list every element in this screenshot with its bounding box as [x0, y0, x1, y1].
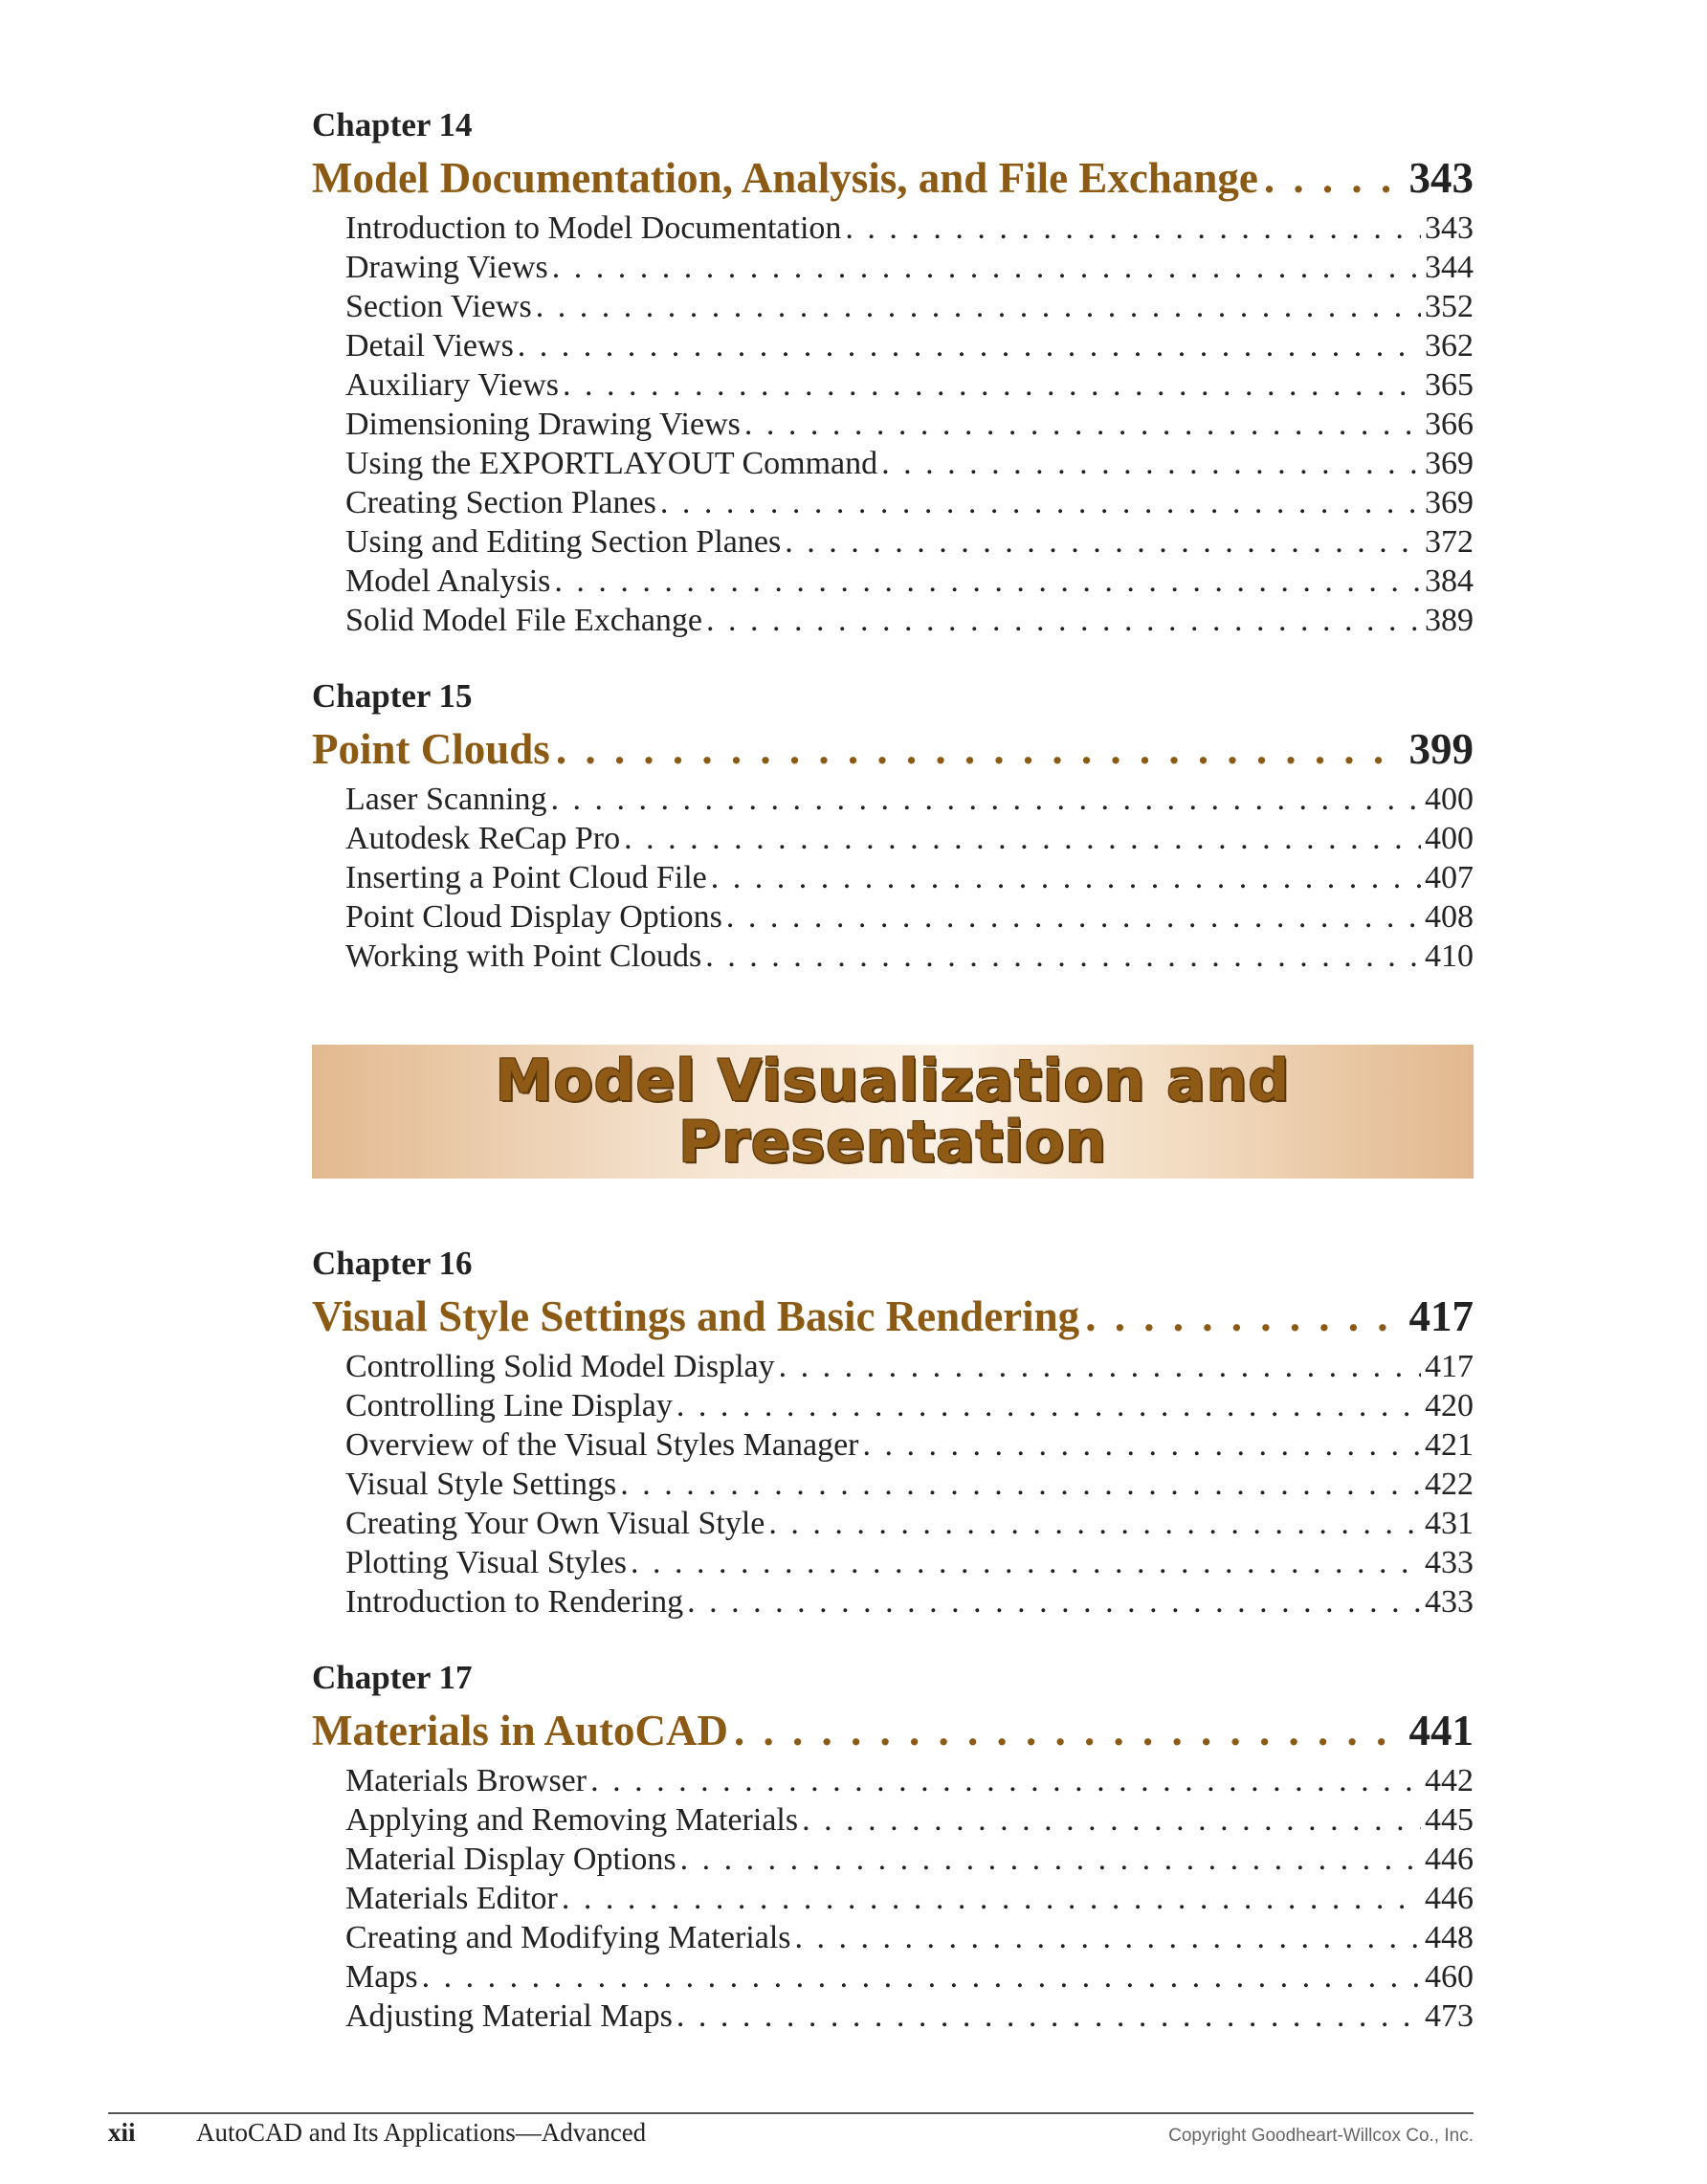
- toc-entry[interactable]: [345, 326, 1474, 365]
- chapter-page: 399: [1408, 725, 1474, 773]
- chapter-title: Visual Style Settings and Basic Rendering: [312, 1292, 1080, 1340]
- dot-leader: [676, 1996, 1421, 2036]
- entry-title: Autodesk ReCap Pro: [345, 821, 621, 856]
- dot-leader: [518, 326, 1421, 365]
- entry-title: Section Views: [345, 289, 532, 324]
- entry-title: Applying and Removing Materials: [345, 1802, 799, 1838]
- dot-leader: [845, 209, 1421, 248]
- toc-entry[interactable]: [345, 1347, 1474, 1386]
- dot-leader: [563, 365, 1421, 405]
- toc-entry[interactable]: [345, 1543, 1474, 1582]
- entry-title: Auxiliary Views: [345, 367, 560, 403]
- entry-title: Solid Model File Exchange: [345, 603, 703, 638]
- entry-page: 400: [1425, 782, 1474, 817]
- toc-entry[interactable]: [345, 1996, 1474, 2036]
- dot-leader: [687, 1582, 1421, 1621]
- entry-page: 369: [1425, 485, 1474, 520]
- entry-page: 362: [1425, 328, 1474, 364]
- chapter-number: Chapter 14: [312, 106, 473, 143]
- dot-leader: [422, 1957, 1421, 1996]
- toc-entry[interactable]: [345, 1425, 1474, 1465]
- entry-page: 407: [1425, 860, 1474, 895]
- dot-leader: [631, 1543, 1421, 1582]
- dot-leader: [734, 1702, 1404, 1759]
- dot-leader: [881, 444, 1421, 483]
- entry-title: Working with Point Clouds: [345, 938, 702, 974]
- entry-title: Model Analysis: [345, 563, 551, 599]
- chapter-15: [312, 674, 1474, 976]
- entry-page: 433: [1425, 1545, 1474, 1580]
- entry-list: [345, 1761, 1474, 2036]
- entry-title: Creating Your Own Visual Style: [345, 1506, 765, 1541]
- dot-leader: [552, 248, 1421, 287]
- chapter-title: Materials in AutoCAD: [312, 1707, 728, 1754]
- dot-leader: [862, 1425, 1421, 1465]
- toc-entry[interactable]: [345, 1840, 1474, 1879]
- toc-entry[interactable]: [345, 1800, 1474, 1840]
- entry-page: 408: [1425, 899, 1474, 935]
- entry-title: Using the EXPORTLAYOUT Command: [345, 446, 878, 481]
- chapter-title: Point Clouds: [312, 725, 550, 773]
- dot-leader: [551, 780, 1421, 819]
- section-title-line-2: Presentation: [678, 1109, 1107, 1176]
- chapter-title-link[interactable]: [312, 149, 1474, 207]
- dot-leader: [556, 720, 1404, 778]
- entry-title: Creating Section Planes: [345, 485, 656, 520]
- toc-entry[interactable]: [345, 1504, 1474, 1543]
- entry-page: 352: [1425, 289, 1474, 324]
- dot-leader: [660, 483, 1421, 522]
- entry-title: Drawing Views: [345, 250, 548, 285]
- dot-leader: [795, 1918, 1421, 1957]
- entry-title: Creating and Modifying Materials: [345, 1920, 791, 1955]
- entry-page: 344: [1425, 250, 1474, 285]
- chapter-14: [312, 103, 1474, 640]
- toc-entry[interactable]: [345, 287, 1474, 326]
- entry-title: Laser Scanning: [345, 782, 547, 817]
- dot-leader: [768, 1504, 1421, 1543]
- chapter-number: Chapter 17: [312, 1659, 473, 1696]
- entry-title: Controlling Line Display: [345, 1388, 673, 1423]
- toc-entry[interactable]: [345, 819, 1474, 858]
- toc-entry[interactable]: [345, 858, 1474, 897]
- chapter-number: Chapter 15: [312, 677, 473, 715]
- entry-page: 446: [1425, 1881, 1474, 1916]
- dot-leader: [802, 1800, 1421, 1840]
- toc-entry[interactable]: [345, 1918, 1474, 1957]
- entry-page: 422: [1425, 1467, 1474, 1502]
- entry-title: Adjusting Material Maps: [345, 1998, 673, 2034]
- entry-page: 431: [1425, 1506, 1474, 1541]
- entry-page: 473: [1425, 1998, 1474, 2034]
- dot-leader: [624, 819, 1421, 858]
- entry-title: Material Display Options: [345, 1842, 676, 1877]
- section-title-line-1: Model Visualization and: [495, 1048, 1291, 1114]
- entry-page: 417: [1425, 1349, 1474, 1384]
- entry-title: Maps: [345, 1959, 418, 1995]
- entry-page: 343: [1425, 210, 1474, 246]
- entry-list: [345, 780, 1474, 976]
- entry-title: Detail Views: [345, 328, 514, 364]
- chapter-page: 441: [1408, 1707, 1474, 1754]
- entry-page: 372: [1425, 524, 1474, 560]
- dot-leader: [680, 1840, 1421, 1879]
- chapter-page: 417: [1408, 1292, 1474, 1340]
- entry-title: Introduction to Model Documentation: [345, 210, 842, 246]
- entry-title: Visual Style Settings: [345, 1467, 617, 1502]
- toc-entry[interactable]: [345, 780, 1474, 819]
- toc-entry[interactable]: [345, 405, 1474, 444]
- dot-leader: [726, 897, 1421, 937]
- entry-list: [345, 209, 1474, 640]
- chapter-title: Model Documentation, Analysis, and File Exchange: [312, 154, 1258, 202]
- toc-entry[interactable]: [345, 1957, 1474, 1996]
- entry-title: Dimensioning Drawing Views: [345, 407, 741, 442]
- copyright: Copyright Goodheart-Willcox Co., Inc.: [1168, 2126, 1474, 2146]
- dot-leader: [705, 937, 1421, 976]
- entry-page: 400: [1425, 821, 1474, 856]
- toc-entry[interactable]: [345, 522, 1474, 562]
- chapter-16: [312, 1242, 1474, 1621]
- toc-entry[interactable]: [345, 601, 1474, 640]
- entry-page: 389: [1425, 603, 1474, 638]
- chapter-number: Chapter 16: [312, 1245, 473, 1282]
- book-title: AutoCAD and Its Applications—Advanced: [196, 2118, 647, 2147]
- page-footer: [108, 2112, 1474, 2148]
- dot-leader: [1264, 149, 1404, 207]
- dot-leader: [711, 858, 1421, 897]
- toc-entry[interactable]: [345, 365, 1474, 405]
- chapter-17: [312, 1656, 1474, 2036]
- chapter-title-link[interactable]: [312, 1702, 1474, 1759]
- entry-page: 433: [1425, 1584, 1474, 1620]
- dot-leader: [1085, 1288, 1403, 1345]
- toc-entry[interactable]: [345, 1879, 1474, 1918]
- entry-title: Inserting a Point Cloud File: [345, 860, 707, 895]
- toc-entry[interactable]: [345, 897, 1474, 937]
- dot-leader: [536, 287, 1421, 326]
- section-banner: [312, 1045, 1474, 1179]
- entry-title: Materials Editor: [345, 1881, 558, 1916]
- toc-entry[interactable]: [345, 1582, 1474, 1621]
- toc-entry[interactable]: [345, 1761, 1474, 1800]
- toc-entry[interactable]: [345, 209, 1474, 248]
- dot-leader: [676, 1386, 1421, 1425]
- entry-page: 410: [1425, 938, 1474, 974]
- toc-entry[interactable]: [345, 444, 1474, 483]
- chapter-title-link[interactable]: [312, 720, 1474, 778]
- entry-page: 421: [1425, 1427, 1474, 1463]
- entry-title: Using and Editing Section Planes: [345, 524, 782, 560]
- dot-leader: [620, 1465, 1421, 1504]
- entry-title: Overview of the Visual Styles Manager: [345, 1427, 859, 1463]
- toc-entry[interactable]: [345, 1465, 1474, 1504]
- entry-title: Introduction to Rendering: [345, 1584, 684, 1620]
- toc-entry[interactable]: [345, 483, 1474, 522]
- entry-title: Point Cloud Display Options: [345, 899, 722, 935]
- entry-page: 446: [1425, 1842, 1474, 1877]
- entry-title: Plotting Visual Styles: [345, 1545, 627, 1580]
- dot-leader: [744, 405, 1421, 444]
- dot-leader: [554, 562, 1421, 601]
- entry-title: Controlling Solid Model Display: [345, 1349, 775, 1384]
- entry-page: 460: [1425, 1959, 1474, 1995]
- toc-entry[interactable]: [345, 1386, 1474, 1425]
- dot-leader: [706, 601, 1421, 640]
- entry-list: [345, 1347, 1474, 1621]
- dot-leader: [785, 522, 1421, 562]
- entry-page: 448: [1425, 1920, 1474, 1955]
- chapter-title-link[interactable]: [312, 1288, 1474, 1345]
- entry-page: 442: [1425, 1763, 1474, 1798]
- page-number: xii: [108, 2118, 136, 2147]
- entry-page: 420: [1425, 1388, 1474, 1423]
- dot-leader: [562, 1879, 1421, 1918]
- entry-page: 365: [1425, 367, 1474, 403]
- entry-page: 384: [1425, 563, 1474, 599]
- section-title: [495, 1048, 1291, 1176]
- toc-entry[interactable]: [345, 248, 1474, 287]
- dot-leader: [779, 1347, 1421, 1386]
- entry-page: 445: [1425, 1802, 1474, 1838]
- entry-page: 366: [1425, 407, 1474, 442]
- chapter-page: 343: [1408, 154, 1474, 202]
- toc-entry[interactable]: [345, 562, 1474, 601]
- toc-entry[interactable]: [345, 937, 1474, 976]
- dot-leader: [590, 1761, 1421, 1800]
- entry-title: Materials Browser: [345, 1763, 587, 1798]
- entry-page: 369: [1425, 446, 1474, 481]
